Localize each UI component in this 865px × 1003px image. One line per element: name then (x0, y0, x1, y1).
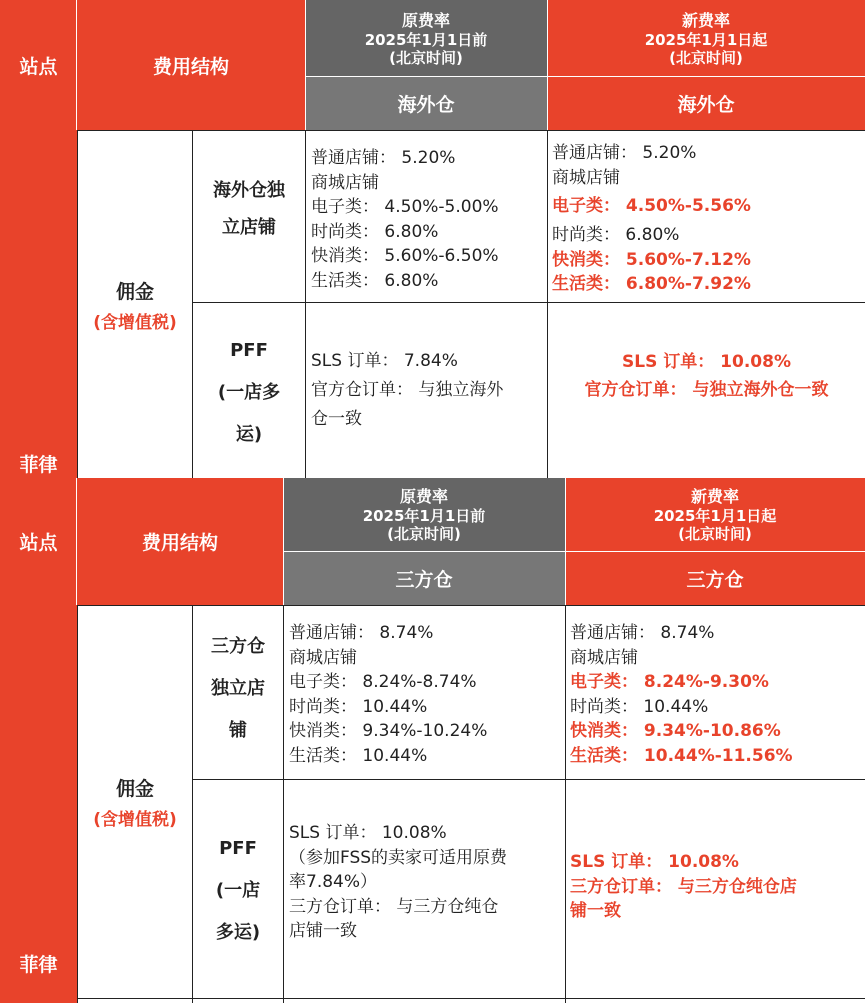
old-rate-header-cell-2 (283, 478, 565, 552)
fee-structure-header-label: 费用结构 (152, 55, 229, 78)
old-rate-date: 2025年1月1日前 (364, 30, 488, 49)
rate-line: 普通店铺： 5.20% (552, 143, 697, 163)
rate-line: 时尚类： 6.80% (311, 221, 439, 242)
rate-line: 生活类： 6.80% (311, 270, 439, 291)
pff-label-cell (193, 330, 305, 456)
rate-line: 仓一致 (311, 409, 362, 429)
rate-line: 时尚类： 6.80% (552, 225, 680, 245)
old-rate-header-cell (305, 0, 547, 77)
row-label-line: 运) (235, 424, 263, 445)
old-rate-timezone: (北京时间) (389, 48, 463, 67)
row-label-line: PFF (219, 838, 257, 859)
fee-structure-header-label: 费用结构 (141, 532, 218, 554)
new-warehouse-type-cell (547, 77, 865, 130)
rate-line: （参加FSS的卖家可适用原费 (289, 847, 508, 868)
rate-line: 三方仓订单： 与三方仓纯仓 (289, 896, 499, 917)
site-header-cell-2 (0, 478, 77, 605)
row-label-line: 海外仓独 (213, 180, 285, 201)
new-rate-timezone: (北京时间) (669, 48, 743, 67)
commission-label: 佣金 (115, 280, 154, 303)
site-cell-philippines-1 (0, 130, 77, 478)
rate-line: SLS 订单： 10.08% (289, 823, 447, 843)
rate-line: 官方仓订单： 与独立海外 (311, 380, 504, 400)
old-warehouse-type-cell-2 (283, 552, 565, 605)
rate-line: 商城店铺 (552, 167, 620, 188)
rate-line-highlight: SLS 订单： 10.08% (622, 352, 791, 372)
site-cell-philippines-2 (0, 605, 77, 1003)
old-rate-pff-cell (311, 347, 503, 434)
site-label: 菲律 (19, 454, 58, 476)
rate-line: 商城店铺 (570, 647, 638, 668)
commission-label-cell-2 (78, 606, 192, 998)
row-label-line: 铺 (229, 720, 247, 741)
old-rate-third-party-store-cell (289, 621, 487, 768)
rate-line-highlight: 生活类： 6.80%-7.92% (552, 274, 751, 294)
fee-structure-header-cell (77, 0, 305, 130)
commission-label: 佣金 (115, 778, 154, 800)
old-warehouse-type-label: 海外仓 (397, 94, 455, 116)
fee-structure-header-cell-2 (77, 478, 283, 605)
rate-line-highlight: 快消类： 5.60%-7.12% (552, 249, 751, 270)
old-rate-title: 原费率 (399, 487, 448, 506)
rate-line: 普通店铺： 8.74% (289, 623, 434, 643)
rate-line: 电子类： 4.50%-5.00% (311, 197, 499, 217)
old-rate-title: 原费率 (401, 10, 450, 30)
rate-line-highlight: 三方仓订单： 与三方仓纯仓店 (570, 876, 797, 897)
new-rate-header-cell-2 (565, 478, 865, 552)
rate-line: 店铺一致 (289, 921, 357, 941)
new-warehouse-type-cell-2 (565, 552, 865, 605)
row-label-line: 独立店 (211, 678, 265, 699)
new-warehouse-type-label: 三方仓 (686, 569, 744, 591)
rate-line: SLS 订单： 7.84% (311, 351, 458, 371)
row-label-line: 立店铺 (222, 217, 276, 238)
old-rate-timezone: (北京时间) (387, 525, 461, 543)
new-rate-timezone: (北京时间) (678, 525, 752, 543)
rate-line: 电子类： 8.24%-8.74% (289, 672, 477, 692)
row-label-line: 多运) (215, 922, 261, 943)
row-label-line: (一店多 (217, 382, 281, 403)
new-rate-third-party-store-cell (570, 621, 793, 768)
rate-line: 商城店铺 (311, 172, 379, 193)
new-rate-header-cell (547, 0, 865, 77)
vat-note: (含增值税) (93, 810, 177, 830)
old-rate-independent-store-cell (311, 146, 499, 293)
row-label-line: (一店 (215, 880, 261, 901)
rate-line-highlight: 快消类： 9.34%-10.86% (570, 721, 781, 741)
new-rate-independent-store-cell (552, 141, 751, 297)
rate-line-highlight: 电子类： 8.24%-9.30% (570, 672, 769, 692)
rate-line: 快消类： 9.34%-10.24% (289, 721, 488, 741)
rate-line: 快消类： 5.60%-6.50% (311, 246, 499, 266)
rate-line-highlight: 生活类： 10.44%-11.56% (570, 745, 793, 766)
site-header-cell (0, 0, 77, 130)
new-rate-date: 2025年1月1日起 (653, 507, 777, 525)
rate-line: 率7.84%） (289, 872, 378, 892)
third-party-store-label-cell (193, 626, 283, 752)
independent-store-label-cell (193, 172, 305, 246)
new-rate-pff-cell-2 (570, 850, 797, 924)
rate-line: 普通店铺： 8.74% (570, 623, 715, 643)
new-rate-date: 2025年1月1日起 (644, 30, 768, 49)
rate-line-highlight: 官方仓订单： 与独立海外仓一致 (584, 380, 829, 400)
site-label: 菲律 (19, 954, 58, 976)
new-rate-title: 新费率 (690, 487, 739, 506)
pff-label-cell-2 (193, 828, 283, 954)
commission-label-cell (78, 131, 192, 478)
vat-note: (含增值税) (93, 312, 177, 333)
site-header-label: 站点 (19, 532, 58, 554)
new-warehouse-type-label: 海外仓 (677, 94, 735, 116)
row-label-line: 三方仓 (211, 636, 265, 657)
rate-line: 商城店铺 (289, 647, 357, 668)
new-rate-title: 新费率 (681, 10, 730, 30)
rate-line-highlight: 铺一致 (570, 901, 621, 921)
rate-line: 生活类： 10.44% (289, 745, 428, 766)
rate-line-highlight: 电子类： 4.50%-5.56% (552, 196, 751, 216)
old-rate-date: 2025年1月1日前 (362, 507, 486, 525)
site-header-label: 站点 (19, 55, 58, 78)
new-rate-pff-cell (548, 348, 865, 404)
rate-line: 普通店铺： 5.20% (311, 148, 456, 168)
old-warehouse-type-cell (305, 77, 547, 130)
rate-line-highlight: SLS 订单： 10.08% (570, 852, 739, 872)
rate-line: 时尚类： 10.44% (289, 696, 428, 717)
row-label-line: PFF (230, 340, 268, 361)
old-rate-pff-cell-2 (289, 821, 507, 944)
old-warehouse-type-label: 三方仓 (395, 569, 453, 591)
rate-line: 时尚类： 10.44% (570, 696, 709, 717)
